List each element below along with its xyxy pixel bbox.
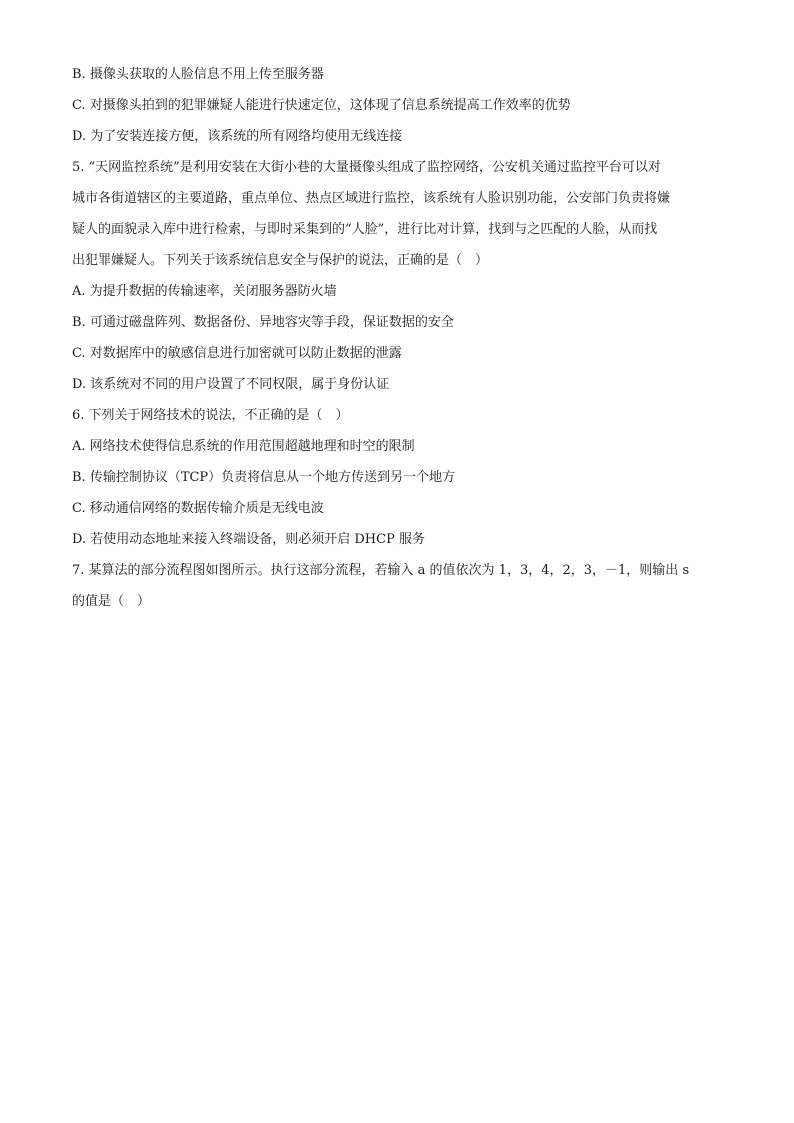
question-6: 6. 下列关于网络技术的说法，不正确的是（ ） — [72, 408, 349, 423]
question-5-line-3: 疑人的面貌录入库中进行检索，与即时采集到的“人脸”，进行比对计算，找到与之匹配的人脸，从而找 — [72, 222, 658, 237]
option-4c: C. 对摄像头拍到的犯罪嫌疑人能进行快速定位，这体现了信息系统提高工作效率的优势 — [72, 98, 571, 113]
question-7-line-1: 7. 某算法的部分流程图如图所示。执行这部分流程，若输入 a 的值依次为 1，3，4，2，3，－1，则输出 s — [72, 563, 690, 578]
option-6c: C. 移动通信网络的数据传输介质是无线电波 — [72, 501, 324, 516]
option-6b: B. 传输控制协议（TCP）负责将信息从一个地方传送到另一个地方 — [72, 470, 456, 485]
option-5d: D. 该系统对不同的用户设置了不同权限，属于身份认证 — [72, 377, 390, 392]
option-5b: B. 可通过磁盘阵列、数据备份、异地容灾等手段，保证数据的安全 — [72, 315, 454, 330]
option-4b: B. 摄像头获取的人脸信息不用上传至服务器 — [72, 67, 324, 82]
option-5c: C. 对数据库中的敏感信息进行加密就可以防止数据的泄露 — [72, 346, 402, 361]
question-5-line-2: 城市各街道辖区的主要道路，重点单位、热点区域进行监控，该系统有人脸识别功能，公安部门负责将嫌 — [72, 191, 671, 206]
option-6a: A. 网络技术使得信息系统的作用范围超越地理和时空的限制 — [72, 439, 415, 454]
document-body — [72, 64, 724, 622]
question-5-line-4: 出犯罪嫌疑人。下列关于该系统信息安全与保护的说法，正确的是（ ） — [72, 253, 489, 268]
question-5-line-1: 5. “天网监控系统”是利用安装在大街小巷的大量摄像头组成了监控网络，公安机关通过监控平台可以对 — [72, 160, 661, 175]
option-4d: D. 为了安装连接方便，该系统的所有网络均使用无线连接 — [72, 129, 403, 144]
question-7-line-2: 的值是（ ） — [72, 594, 151, 609]
option-5a: A. 为提升数据的传输速率，关闭服务器防火墙 — [72, 284, 337, 299]
option-6d: D. 若使用动态地址来接入终端设备，则必须开启 DHCP 服务 — [72, 532, 425, 547]
